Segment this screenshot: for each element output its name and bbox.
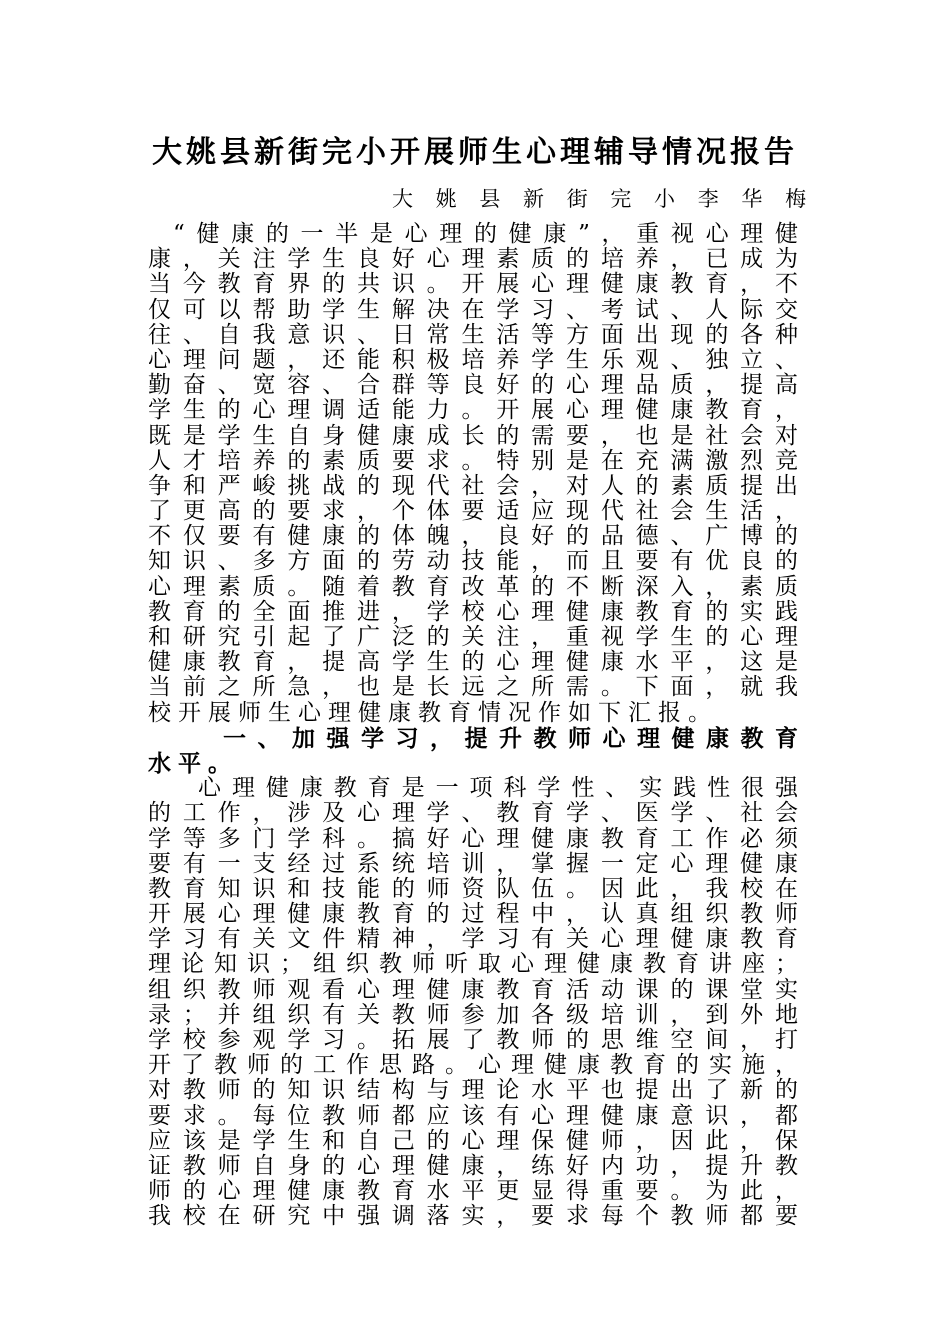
paragraph-line: 要有一支经过系统培训，掌握一定心理健康 (148, 850, 798, 877)
document-author: 大 姚 县 新 街 完 小 李 华 梅 (392, 187, 815, 211)
paragraph-line: 和研究引起了广泛的关注，重视学生的心理 (148, 624, 798, 650)
paragraph-line: 既是学生自身健康成长的需要，也是社会对 (148, 422, 798, 449)
paragraph-line: 心理健康教育是一项科学性、实践性很强 (198, 775, 798, 802)
paragraph-line: 开了教师的工作思路。心理健康教育的实施， (148, 1052, 798, 1079)
document-body (148, 222, 798, 1230)
paragraph-line: 的工作，涉及心理学、教育学、医学、社会 (148, 800, 798, 827)
paragraph-line: 组织教师观看心理健康教育活动课的课堂实 (148, 976, 798, 1003)
paragraph-line: 教育知识和技能的师资队伍。因此，我校在 (148, 875, 798, 902)
paragraph-line: 应该是学生和自己的心理保健师，因此，保 (148, 1127, 798, 1154)
paragraph-line: 了更高的要求，个体要适应现代社会生活， (148, 498, 798, 525)
paragraph-line: 录；并组织有关教师参加各级培训，到外地 (148, 1001, 798, 1028)
paragraph-line: 证教师自身的心理健康，练好内功，提升教 (148, 1152, 798, 1179)
paragraph-line: 当今教育界的共识。开展心理健康教育，不 (148, 271, 798, 298)
paragraph-line: 知识、多方面的劳动技能，而且要有优良的 (148, 548, 798, 575)
paragraph-line: 理论知识；组织教师听取心理健康教育讲座； (148, 951, 798, 978)
paragraph-line: 学等多门学科。搞好心理健康教育工作必须 (148, 825, 798, 852)
paragraph-line: 争和严峻挑战的现代社会，对人的素质提出 (148, 472, 798, 499)
paragraph-line: 要求。每位教师都应该有心理健康意识，都 (148, 1102, 798, 1129)
paragraph-line: 当前之所急，也是长远之所需。下面，就我 (148, 674, 798, 701)
paragraph-line: 学校参观学习。拓展了教师的思维空间，打 (148, 1027, 798, 1053)
paragraph-line: 水平。 (148, 749, 238, 777)
paragraph-line: 人才培养的素质要求。特别是在充满激烈竞 (148, 447, 798, 474)
paragraph-line: 学生的心理调适能力。开展心理健康教育， (148, 397, 798, 424)
paragraph-line: 往、自我意识、日常生活等方面出现的各种 (148, 321, 798, 348)
paragraph-line: 教育的全面推进，学校心理健康教育的实践 (148, 598, 798, 625)
paragraph-line: “健康的一半是心理的健康”，重视心理健 (173, 221, 798, 247)
paragraph-line: 仅可以帮助学生解决在学习、考试、人际交 (148, 296, 798, 323)
paragraph-line: 不仅要有健康的体魄，良好的品德、广博的 (148, 523, 798, 550)
paragraph-line: 开展心理健康教育的过程中，认真组织教师 (148, 901, 798, 928)
paragraph-line: 心理问题，还能积极培养学生乐观、独立、 (148, 346, 798, 373)
paragraph-line: 健康教育，提高学生的心理健康水平，这是 (148, 649, 798, 676)
paragraph-line: 一、加强学习，提升教师心理健康教育 (223, 724, 798, 752)
paragraph-line: 师的心理健康教育水平更显得重要。为此， (148, 1178, 798, 1205)
paragraph-line: 康，关注学生良好心理素质的培养，已成为 (148, 246, 798, 273)
paragraph-line: 校开展师生心理健康教育情况作如下汇报。 (148, 699, 718, 726)
document-title: 大姚县新街完小开展师生心理辅导情况报告 (152, 135, 798, 170)
paragraph-line: 我校在研究中强调落实，要求每个教师都要 (148, 1203, 798, 1230)
paragraph-line: 心理素质。随着教育改革的不断深入，素质 (148, 573, 798, 600)
paragraph-line: 勤奋、宽容、合群等良好的心理品质，提高 (148, 372, 798, 399)
paragraph-line: 对教师的知识结构与理论水平也提出了新的 (148, 1077, 798, 1104)
paragraph-line: 学习有关文件精神，学习有关心理健康教育 (148, 926, 798, 953)
